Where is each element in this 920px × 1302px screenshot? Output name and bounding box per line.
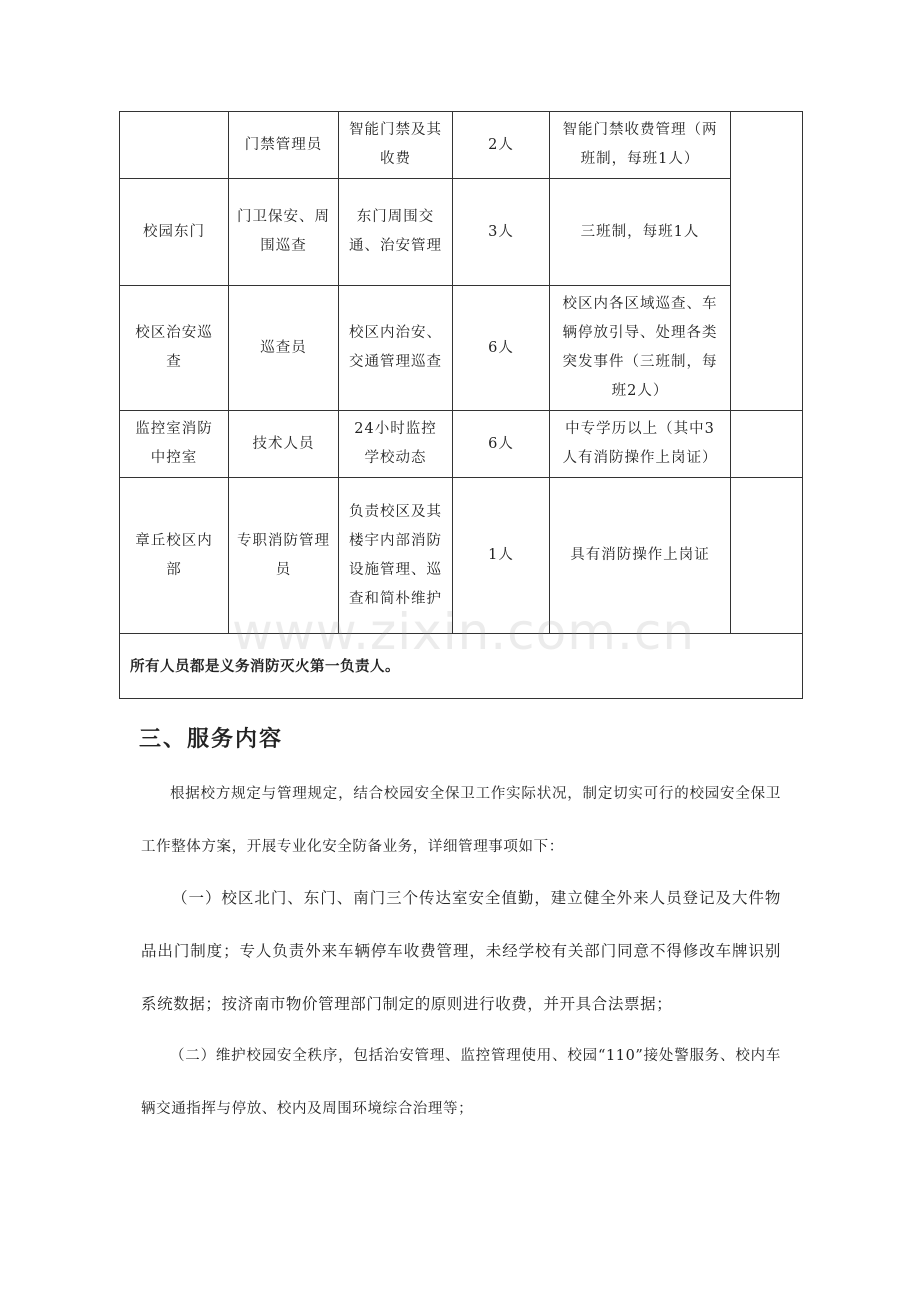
watermark: www.zixin.com.cn (232, 603, 696, 661)
table-row (120, 112, 803, 179)
paragraph: 根据校方规定与管理规定，结合校园安全保卫工作实际状况，制定切实可行的校园安全保卫工作整体方案，开展专业化安全防备业务，详细管理事项如下： (141, 786, 781, 855)
blank-cell (731, 478, 803, 634)
paragraph: （二）维护校园安全秩序，包括治安管理、监控管理使用、校园“110”接处警服务、校内车辆交通指挥与停放、校内及周围环境综合治理等； (141, 1048, 781, 1117)
paragraph: （一）校区北门、东门、南门三个传达室安全值勤，建立健全外来人员登记及大件物品出门制度；专人负责外来车辆停车收费管理，未经学校有关部门同意不得修改车牌识别系统数据；按济南市物价管理部门制定的原则进行收费，并开具合法票据； (141, 889, 781, 1013)
duty-cell: 校区内治安、交通管理巡查 (339, 286, 453, 411)
post-cell: 巡查员 (229, 286, 339, 411)
remark-cell: 具有消防操作上岗证 (550, 478, 731, 634)
table-row (120, 179, 803, 286)
count-cell: 3人 (453, 179, 550, 286)
blank-cell (731, 112, 803, 411)
remark-cell: 三班制，每班1人 (550, 179, 731, 286)
count-cell: 2人 (453, 112, 550, 179)
count-cell: 6人 (453, 286, 550, 411)
post-cell: 门卫保安、周围巡查 (229, 179, 339, 286)
blank-cell (731, 411, 803, 478)
location-cell: 监控室消防中控室 (120, 411, 229, 478)
table-row (120, 411, 803, 478)
table-row (120, 286, 803, 411)
location-cell (120, 112, 229, 179)
remark-cell: 中专学历以上（其中3人有消防操作上岗证） (550, 411, 731, 478)
location-cell: 章丘校区内部 (120, 478, 229, 634)
post-cell: 技术人员 (229, 411, 339, 478)
location-cell: 校区治安巡查 (120, 286, 229, 411)
duty-cell: 东门周围交通、治安管理 (339, 179, 453, 286)
post-cell: 门禁管理员 (229, 112, 339, 179)
post-cell: 专职消防管理员 (229, 478, 339, 634)
remark-cell: 智能门禁收费管理（两班制，每班1人） (550, 112, 731, 179)
duty-cell: 负责校区及其楼宇内部消防设施管理、巡查和简朴维护 (339, 478, 453, 634)
count-cell: 1人 (453, 478, 550, 634)
duty-cell: 智能门禁及其收费 (339, 112, 453, 179)
section-title: 三、服务内容 (139, 727, 284, 752)
footer-note: 所有人员都是义务消防灭火第一负责人。 (120, 634, 803, 699)
remark-cell: 校区内各区域巡查、车辆停放引导、处理各类突发事件（三班制，每班2人） (550, 286, 731, 411)
location-cell: 校园东门 (120, 179, 229, 286)
count-cell: 6人 (453, 411, 550, 478)
duty-cell: 24小时监控学校动态 (339, 411, 453, 478)
